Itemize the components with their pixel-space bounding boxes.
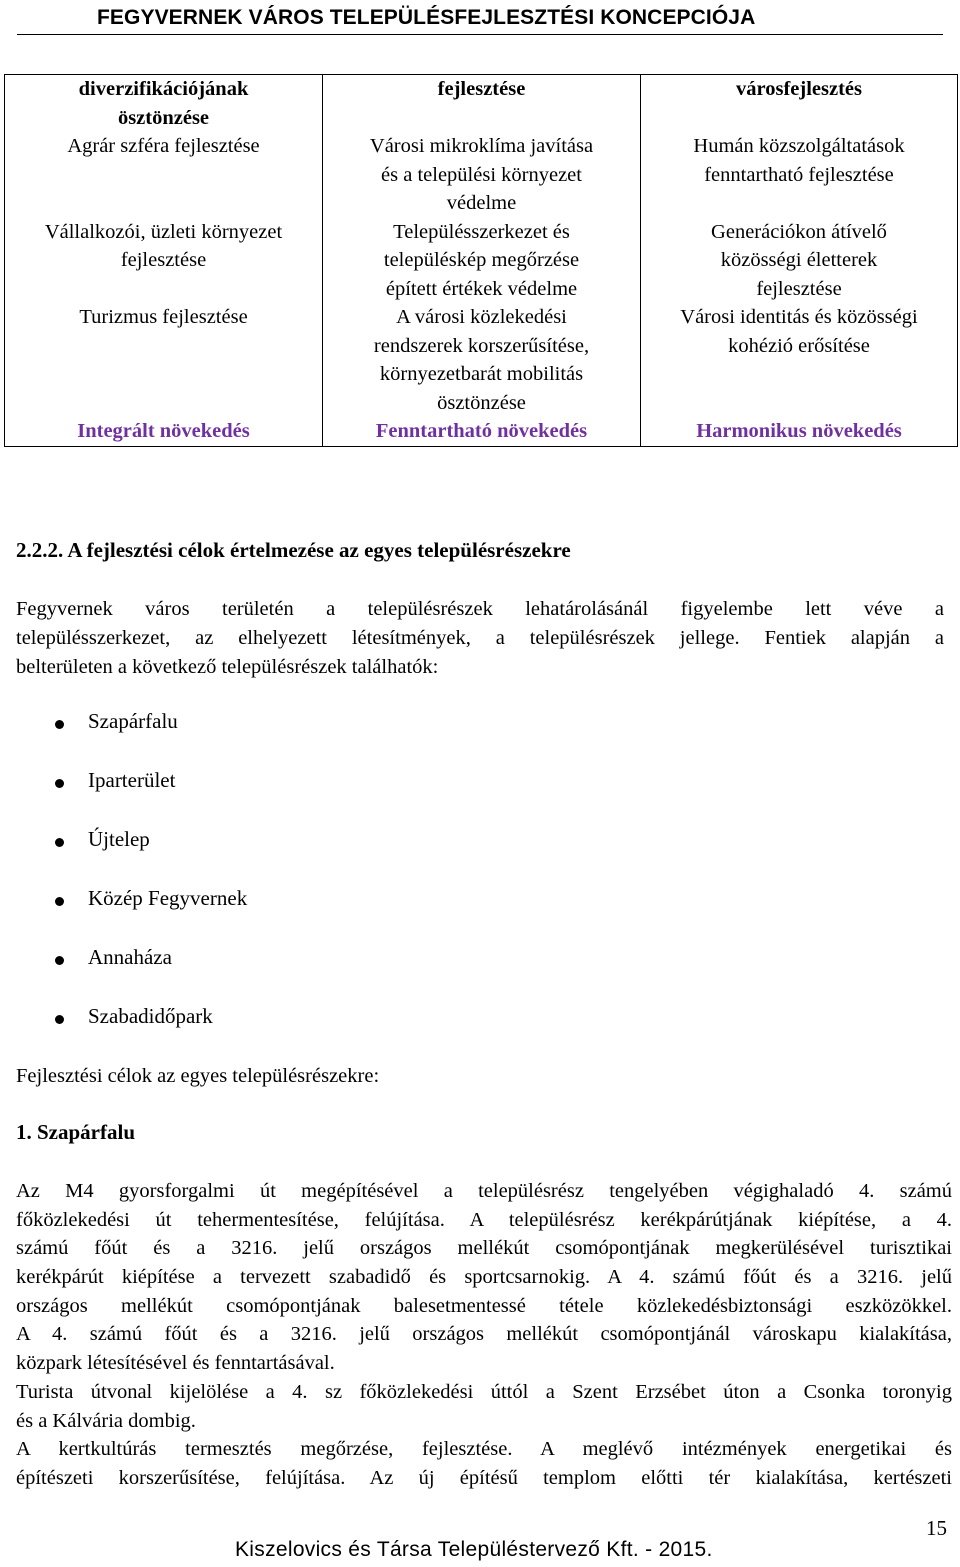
cell-line: Generációkon átívelő [711,220,887,243]
cell-line: Humán közszolgáltatások [693,135,905,157]
cell-line: ösztönzése [117,106,210,129]
table-header-row [5,75,958,133]
intro-line: belterületen a következő településrészek találhatók: [16,655,439,678]
goals-intro-text: Fejlesztési célok az egyes településrészekre: [16,1065,380,1087]
section-heading: 2.2.2. A fejlesztési célok értelmezése az egyes településrészekre [16,538,571,562]
bullet-icon [55,1015,64,1024]
cell-line: közösségi életterek [720,249,878,271]
list-item-label: Iparterület [88,768,176,792]
table-footer-row [5,417,958,446]
cell-line: kohézió erősítése [728,334,870,357]
table-row [5,218,958,304]
table-cell [641,132,958,218]
table-cell [323,132,641,218]
cell-line: Városi identitás és közösségi [680,306,918,328]
development-goals-table [4,74,958,447]
intro-line: Fegyvernek város területén a településrészek lehatárolásánál figyelembe lett véve a [16,598,944,620]
table-cell [5,218,323,304]
subsection-heading: 1. Szapárfalu [16,1120,136,1144]
list-item-label: Szapárfalu [88,709,178,733]
cell-line: védelme [446,192,517,214]
goals-intro [16,1062,379,1091]
body-line: és a Kálvária dombig. [16,1409,196,1432]
growth-type-cell: Fenntartható növekedés [323,417,641,446]
cell-line: városfejlesztés [736,78,862,100]
table-cell [5,132,323,218]
cell-line: és a települési környezet [381,163,582,186]
intro-paragraph [16,595,944,681]
cell-line: fejlesztése [437,78,526,100]
page-number: 15 [926,1516,947,1540]
table-cell [5,75,323,133]
list-item-label: Annaháza [88,945,172,969]
table-cell [641,75,958,133]
body-line: közpark létesítésével és fenntartásával. [16,1352,335,1375]
body-line: A 4. számú főút és a 3216. jelű országos mellékút csomópontjánál városkapu kialakítása, [16,1323,952,1346]
table-row [5,303,958,417]
cell-line: környezetbarát mobilitás [379,363,584,385]
table-cell [323,75,641,133]
cell-line: Agrár szféra fejlesztése [67,135,260,157]
intro-line: településszerkezet, az elhelyezett létesítmények, a településrészek jellege. Fentiek alapján a [16,626,944,649]
cell-line: rendszerek korszerűsítése, [373,334,590,357]
cell-line: településkép megőrzése [383,249,580,271]
growth-type-cell: Harmonikus növekedés [641,417,958,446]
cell-line: Turizmus fejlesztése [79,306,248,328]
document-title: FEGYVERNEK VÁROS TELEPÜLÉSFEJLESZTÉSI KONCEPCIÓJA [97,6,756,29]
body-line: Turista útvonal kijelölése a 4. sz főközlekedési úttól a Szent Erzsébet úton a Csonka toronyig [16,1380,952,1403]
cell-line: épített értékek védelme [385,277,578,300]
cell-line: Vállalkozói, üzleti környezet [44,220,283,243]
body-line: kerékpárút kiépítése a tervezett szabadidő és sportcsarnokig. A 4. számú főút és a 3216. jelű [16,1266,952,1289]
bullet-icon [55,779,64,788]
table-cell [641,218,958,304]
table-cell [641,303,958,417]
list-item-label: Újtelep [88,827,150,851]
bullet-icon [55,956,64,965]
bullet-icon [55,838,64,847]
cell-line: Városi mikroklíma javítása [369,135,594,157]
table-cell [323,218,641,304]
bullet-icon [55,720,64,729]
body-line: Az M4 gyorsforgalmi út megépítésével a településrész tengelyében végighaladó 4. számú [16,1180,952,1202]
body-line: számú főút és a 3216. jelű országos mellékút csomópontjának megkerülésével turisztikai [16,1237,952,1260]
table-row [5,132,958,218]
cell-line: fejlesztése [756,277,842,300]
table-cell [5,303,323,417]
bullet-icon [55,897,64,906]
list-item-label: Közép Fegyvernek [88,886,248,910]
cell-line: diverzifikációjának [78,78,249,100]
cell-line: A városi közlekedési [396,306,567,328]
cell-line: Településszerkezet és [393,220,570,243]
page-footer: Kiszelovics és Társa Településtervező Kft. - 2015. [235,1538,713,1561]
body-line: főközlekedési út tehermentesítése, felújítása. A településrész kerékpárútjának kiépítése, a 4. [16,1208,952,1231]
page-header [17,4,943,35]
table-cell [323,303,641,417]
cell-line: fejlesztése [120,249,207,271]
cell-line: ösztönzése [437,391,526,414]
growth-type-cell: Integrált növekedés [5,417,323,446]
list-item-label: Szabadidőpark [88,1004,213,1028]
body-line: építészeti korszerűsítése, felújítása. Az új építésű templom előtti tér kialakítása, kertészeti [16,1466,952,1489]
body-paragraph [16,1177,952,1493]
cell-line: fenntartható fejlesztése [704,163,894,186]
body-line: A kertkultúrás termesztés megőrzése, fejlesztése. A meglévő intézmények energetikai és [16,1438,952,1461]
body-line: országos mellékút csomópontjának balesetmentessé tétele közlekedésbiztonsági eszközökkel. [16,1294,952,1317]
